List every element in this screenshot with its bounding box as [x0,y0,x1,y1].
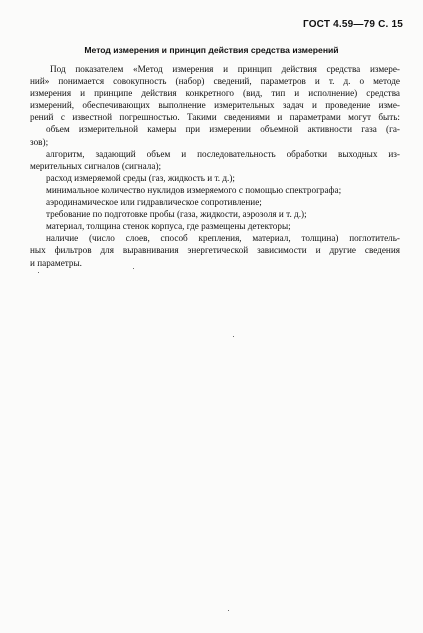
text-line: и параметры. [30,257,82,268]
speck [38,272,39,273]
speck [233,336,234,337]
text-line: минимальное количество нуклидов измеряемого с помощью спектрографа; [46,184,342,195]
text-line: зов); [30,136,49,147]
text-line: измерений, обеспечивающих выполнение измерительных задач и проведение изме- [30,100,400,111]
text-line: расход измеряемой среды (газ, жидкость и т. д.); [46,172,235,183]
text-line: алгоритм, задающий объем и последовательность обработки выходных из- [46,148,400,159]
text-line: требование по подготовке пробы (газа, жидкости, аэрозоля и т. д.); [46,209,307,220]
text-line: наличие (число слоев, способ крепления, материал, толщина) поглотитель- [46,233,400,244]
text-line: объем измерительной камеры при измерении объемной активности газа (га- [46,124,400,135]
body-text [30,63,400,269]
text-line: ний» понимается совокупность (набор) сведений, параметров и т. д. о методе [30,76,400,87]
speck [228,610,229,611]
speck [133,268,134,269]
text-line: измерения и принципе действия конкретного (вид, тип и исполнение) средства [30,88,400,99]
section-title: Метод измерения и принцип действия средства измерений [84,45,339,55]
text-line: материал, толщина стенок корпуса, где размещены детекторы; [46,221,291,232]
running-header: ГОСТ 4.59—79 С. 15 [302,19,403,30]
text-line: аэродинамическое или гидравлическое сопротивление; [46,197,262,208]
text-line: мерительных сигналов (сигнала); [30,160,162,171]
text-line: ных фильтров для выравнивания энергетической зависимости и другие сведения [30,245,400,256]
text-line: рений с известной погрешностью. Такими сведениями и параметрами могут быть: [30,112,400,123]
text-line: Под показателем «Метод измерения и принцип действия средства измере- [50,64,400,74]
